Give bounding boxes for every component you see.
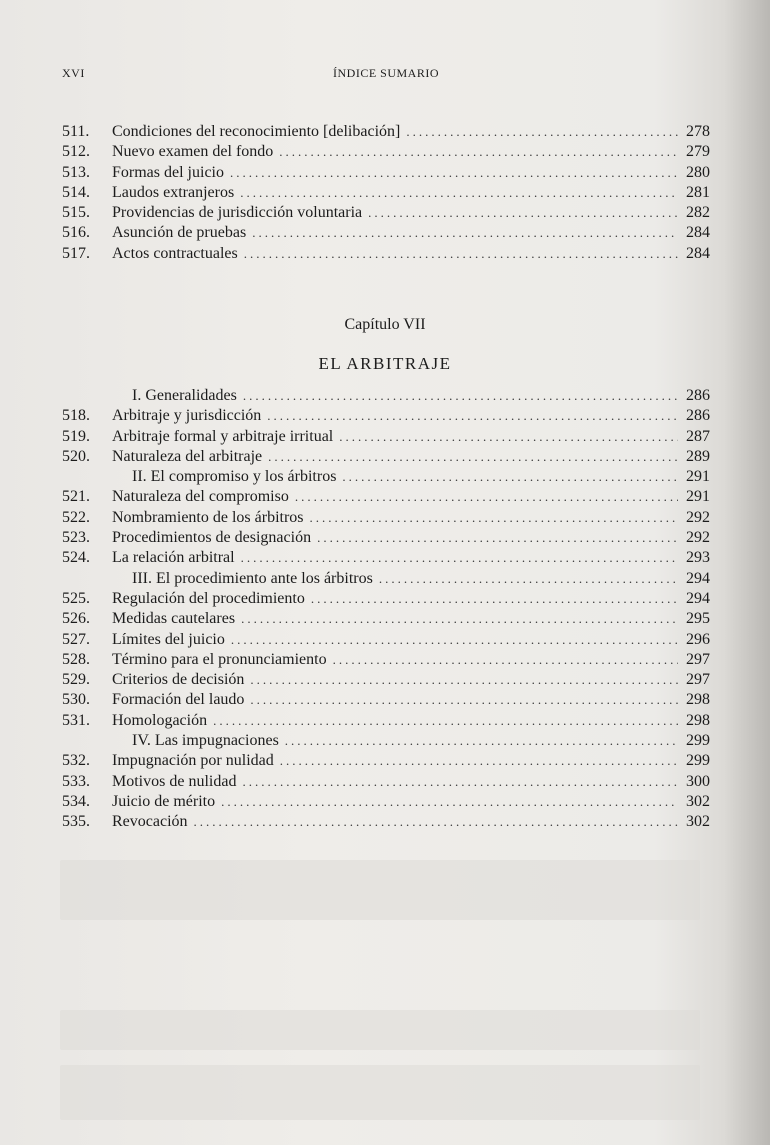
dot-leader: [250, 690, 678, 710]
toc-entry-title: Nuevo examen del fondo: [112, 143, 274, 161]
toc-entry-page-number: 295: [686, 610, 710, 628]
toc-entry-page-number: 296: [686, 630, 710, 648]
toc-entry-number: 515.: [62, 204, 90, 222]
toc-entry-title: Medidas cautelares: [112, 610, 236, 628]
dot-leader: [317, 528, 678, 548]
toc-entry: [62, 589, 710, 609]
dot-leader: [342, 467, 678, 487]
toc-entry-page-number: 299: [686, 752, 710, 770]
toc-entry-number: 534.: [62, 792, 90, 810]
toc-entry: [62, 630, 710, 650]
toc-entry-number: 520.: [62, 447, 90, 465]
toc-entry-title: Naturaleza del compromiso: [112, 488, 289, 506]
toc-entry-title: Providencias de jurisdicción voluntaria: [112, 204, 363, 222]
toc-entry-title: Actos contractuales: [112, 244, 238, 262]
toc-entry-page-number: 289: [686, 447, 710, 465]
toc-entry-title: Formas del juicio: [112, 163, 224, 181]
toc-entry-line: [112, 183, 710, 203]
toc-entry-line: [112, 548, 710, 568]
page-folio: XVI: [62, 66, 85, 80]
toc-entry: [62, 163, 710, 183]
toc-entry: [62, 447, 710, 467]
toc-entry-number: 532.: [62, 752, 90, 770]
toc-entry-page-number: 287: [686, 427, 710, 445]
toc-entry-line: [112, 589, 710, 609]
toc-entry-page-number: 284: [686, 224, 710, 242]
toc-entry: [62, 244, 710, 264]
toc-entry-page-number: 294: [686, 589, 710, 607]
toc-entry-page-number: 302: [686, 813, 710, 831]
toc-entry-page-number: 292: [686, 529, 710, 547]
dot-leader: [242, 772, 678, 792]
toc-entry-title: Formación del laudo: [112, 691, 245, 709]
toc-entry-line: [132, 569, 710, 589]
toc-entry-number: 516.: [62, 224, 90, 242]
toc-entry-title: Homologación: [112, 711, 208, 729]
toc-entry-number: 533.: [62, 772, 90, 790]
toc-entry-line: [112, 203, 710, 223]
toc-list-chapter-vii: [62, 386, 710, 833]
toc-entry: [62, 751, 710, 771]
chapter-title: EL ARBITRAJE: [318, 354, 452, 373]
toc-entry-number: 518.: [62, 407, 90, 425]
toc-entry-page-number: 279: [686, 143, 710, 161]
toc-entry-title: I. Generalidades: [132, 387, 237, 404]
toc-entry-title: Impugnación por nulidad: [112, 752, 274, 770]
toc-entry: [62, 406, 710, 426]
toc-entry-line: [132, 467, 710, 487]
toc-section-heading: [62, 386, 710, 406]
dot-leader: [240, 183, 678, 203]
toc-entry: [62, 792, 710, 812]
dot-leader: [279, 142, 678, 162]
toc-entry-title: La relación arbitral: [112, 549, 235, 567]
toc-entry-number: 514.: [62, 183, 90, 201]
toc-entry-page-number: 291: [686, 468, 710, 486]
toc-entry-title: Nombramiento de los árbitros: [112, 508, 304, 526]
toc-entry: [62, 711, 710, 731]
toc-entry: [62, 548, 710, 568]
dot-leader: [243, 386, 678, 406]
dot-leader: [406, 122, 678, 142]
toc-entry: [62, 203, 710, 223]
toc-entry-number: 522.: [62, 508, 90, 526]
toc-entry-title: Límites del juicio: [112, 630, 225, 648]
toc-entry-title: Juicio de mérito: [112, 792, 216, 810]
toc-entry: [62, 122, 710, 142]
dot-leader: [267, 406, 678, 426]
toc-entry-page-number: 280: [686, 163, 710, 181]
toc-entry-title: IV. Las impugnaciones: [132, 732, 279, 750]
toc-entry-page-number: 292: [686, 508, 710, 526]
toc-entry-line: [112, 670, 710, 690]
dot-leader: [368, 203, 678, 223]
toc-entry-page-number: 298: [686, 711, 710, 729]
toc-entry-number: 527.: [62, 630, 90, 648]
dot-leader: [221, 792, 678, 812]
toc-entry-line: [132, 731, 710, 751]
dot-leader: [285, 731, 678, 751]
toc-entry-number: 525.: [62, 589, 90, 607]
toc-entry-number: 523.: [62, 529, 90, 547]
toc-section-heading: [62, 731, 710, 751]
toc-entry: [62, 528, 710, 548]
toc-entry-page-number: 282: [686, 204, 710, 222]
toc-entry-number: 535.: [62, 813, 90, 831]
toc-entry-page-number: 299: [686, 732, 710, 750]
dot-leader: [280, 751, 678, 771]
show-through-text: [60, 1065, 700, 1120]
toc-entry-line: [112, 711, 710, 731]
running-head: [62, 66, 710, 86]
toc-entry-page-number: 302: [686, 792, 710, 810]
dot-leader: [231, 630, 678, 650]
toc-section-heading: [62, 467, 710, 487]
toc-entry: [62, 487, 710, 507]
toc-entry-number: 524.: [62, 549, 90, 567]
toc-entry-line: [112, 609, 710, 629]
toc-entry-number: 531.: [62, 711, 90, 729]
toc-entry-page-number: 294: [686, 569, 710, 587]
dot-leader: [250, 670, 678, 690]
toc-entry-title: III. El procedimiento ante los árbitros: [132, 569, 373, 587]
dot-leader: [268, 447, 678, 467]
toc-entry-number: 530.: [62, 691, 90, 709]
toc-entry-title: Criterios de decisión: [112, 671, 245, 689]
toc-entry-page-number: 286: [686, 407, 710, 425]
toc-entry-number: 526.: [62, 610, 90, 628]
toc-entry-page-number: 286: [686, 387, 710, 404]
toc-entry: [62, 690, 710, 710]
toc-entry-title: Arbitraje y jurisdicción: [112, 407, 262, 425]
toc-entry: [62, 772, 710, 792]
toc-list-previous-chapter: [62, 122, 710, 264]
toc-entry-page-number: 291: [686, 488, 710, 506]
toc-entry-number: 521.: [62, 488, 90, 506]
toc-entry-title: Término para el pronunciamiento: [112, 650, 327, 668]
dot-leader: [194, 812, 678, 832]
toc-entry-page-number: 278: [686, 123, 710, 140]
toc-entry: [62, 508, 710, 528]
toc-entry-line: [112, 447, 710, 467]
toc-entry-line: [112, 487, 710, 507]
toc-entry-page-number: 281: [686, 183, 710, 201]
toc-entry: [62, 223, 710, 243]
toc-entry-number: 512.: [62, 143, 90, 161]
toc-entry-line: [112, 751, 710, 771]
toc-entry-title: Naturaleza del arbitraje: [112, 447, 263, 465]
toc-entry-number: 517.: [62, 244, 90, 262]
toc-entry: [62, 427, 710, 447]
dot-leader: [310, 508, 678, 528]
toc-entry-line: [112, 142, 710, 162]
toc-entry-line: [112, 792, 710, 812]
toc-entry-page-number: 297: [686, 671, 710, 689]
toc-entry: [62, 670, 710, 690]
toc-entry-line: [112, 650, 710, 670]
show-through-text: [60, 860, 700, 920]
dot-leader: [311, 589, 678, 609]
dot-leader: [333, 650, 678, 670]
dot-leader: [379, 569, 678, 589]
toc-entry-title: Procedimientos de designación: [112, 529, 312, 547]
toc-entry-page-number: 298: [686, 691, 710, 709]
dot-leader: [213, 711, 678, 731]
toc-entry: [62, 650, 710, 670]
toc-entry-number: 513.: [62, 163, 90, 181]
toc-entry-title: Regulación del procedimiento: [112, 589, 305, 607]
toc-entry-number: 528.: [62, 650, 90, 668]
toc-entry-line: [112, 812, 710, 832]
toc-entry-title: Revocación: [112, 813, 188, 831]
dot-leader: [241, 609, 678, 629]
toc-entry-title: II. El compromiso y los árbitros: [132, 468, 337, 486]
toc-entry: [62, 812, 710, 832]
toc-entry-line: [112, 690, 710, 710]
show-through-heading: [60, 1010, 700, 1050]
toc-entry: [62, 609, 710, 629]
toc-entry-title: Motivos de nulidad: [112, 772, 237, 790]
toc-entry-title: Laudos extranjeros: [112, 183, 235, 201]
dot-leader: [252, 223, 678, 243]
dot-leader: [339, 427, 678, 447]
toc-entry-line: [112, 630, 710, 650]
dot-leader: [241, 548, 678, 568]
toc-entry-line: [112, 122, 710, 142]
toc-entry-line: [112, 223, 710, 243]
toc-entry-title: Arbitraje formal y arbitraje irritual: [112, 427, 334, 445]
toc-entry: [62, 142, 710, 162]
toc-entry-line: [112, 163, 710, 183]
toc-entry-page-number: 293: [686, 549, 710, 567]
toc-entry-page-number: 297: [686, 650, 710, 668]
toc-entry-page-number: 284: [686, 244, 710, 262]
toc-section-heading: [62, 569, 710, 589]
dot-leader: [244, 244, 678, 264]
toc-entry-number: 519.: [62, 427, 90, 445]
running-head-title: ÍNDICE SUMARIO: [333, 66, 439, 80]
toc-entry-number: 529.: [62, 671, 90, 689]
toc-entry-page-number: 300: [686, 772, 710, 790]
dot-leader: [230, 163, 678, 183]
toc-entry-line: [112, 244, 710, 264]
chapter-label: Capítulo VII: [344, 316, 426, 333]
toc-entry-line: [112, 427, 710, 447]
toc-entry-title: Condiciones del reconocimiento [delibación]: [112, 123, 401, 140]
toc-entry-line: [112, 406, 710, 426]
dot-leader: [295, 487, 678, 507]
toc-entry-title: Asunción de pruebas: [112, 224, 247, 242]
toc-entry-line: [132, 386, 710, 406]
toc-entry-number: 511.: [62, 123, 90, 140]
toc-entry: [62, 183, 710, 203]
toc-entry-line: [112, 772, 710, 792]
toc-entry-line: [112, 508, 710, 528]
toc-entry-line: [112, 528, 710, 548]
